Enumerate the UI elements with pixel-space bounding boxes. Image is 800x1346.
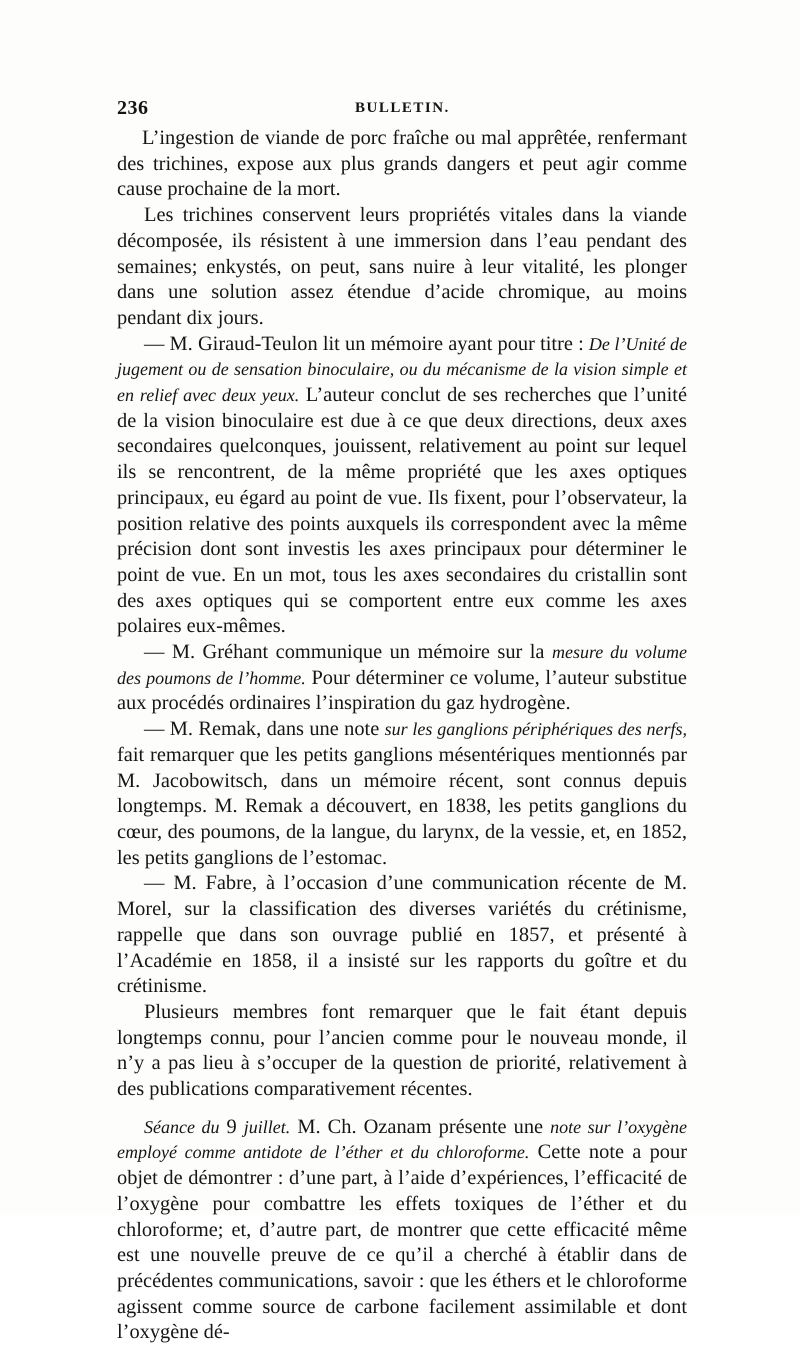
paragraph-text: fait remarquer que les petits ganglions mésentériques mentionnés par M. Jacobowitsch, dans un mémoire récent, sont connus depuis longtemps. M. Remak a découvert, en 1838, les petits ganglions du cœur, des poumons, de la langue, du larynx, de la vessie, et, en 1852, les petits ganglions de l’estomac.: [117, 743, 687, 869]
paragraph-fabre: [117, 871, 687, 1000]
paragraph-trichines-ingestion: [117, 126, 687, 203]
page-number: 236: [117, 97, 149, 119]
session-label: Séance du: [144, 1116, 220, 1137]
paragraph-text: M. Ch. Ozanam présente une: [290, 1115, 551, 1138]
paragraph-text: — M. Gréhant communique un mémoire sur la: [144, 641, 552, 664]
note-title: sur les ganglions périphériques des nerfs,: [384, 719, 688, 740]
paragraph-text: Plusieurs membres font remarquer que le fait étant depuis longtemps connu, pour l’ancien comme pour le nouveau monde, il n’y a pas lieu à s’occuper de la question de priorité, relativement à des publications comparativement récentes.: [117, 1000, 687, 1101]
note-title: note sur l’oxygène employé comme antidote de l’éther et du chloroforme.: [117, 1116, 688, 1163]
paragraph-text: — M. Giraud-Teulon lit un mémoire ayant pour titre :: [144, 332, 589, 355]
memoir-title: mesure du volume des poumons de l’homme.: [117, 642, 687, 688]
paragraph-text: L’auteur conclut de ses recherches que l’unité de la vision binoculaire est due à ce que deux directions, deux axes secondaires quelconques, jouissent, relativement au point sur lequel ils se rencontrent, de la même propriété que les axes optiques principaux, eu égard au point de vue. Ils fixent, pour l’observateur, la position relative des points auxquels ils correspondent avec la même précision dont sont investis les axes principaux pour déterminer le point de vue. En un mot, tous les axes secondaires du cristallin sont des axes optiques qui se comportent entre eux comme les axes polaires eux-mêmes.: [117, 384, 687, 638]
paragraph-remak: [117, 717, 687, 871]
paragraph-text: Pour déterminer ce volume, l’auteur substitue aux procédés ordinaires l’inspiration du gaz hydrogène.: [117, 666, 687, 715]
paragraph-text: — M. Fabre, à l’occasion d’une communication récente de M. Morel, sur la classification des diverses variétés du crétinisme, rappelle que dans son ouvrage publié en 1857, et présenté à l’Académie en 1858, il a insisté sur les rapports du goître et du crétinisme.: [117, 872, 687, 998]
paragraph-text: L’ingestion de viande de porc fraîche ou mal apprêtée, renfermant des trichines, expose aux plus grands dangers et peut agir comme cause prochaine de la mort.: [117, 127, 687, 201]
memoir-title: De l’Unité de jugement ou de sensation binoculaire, ou du mécanisme de la vision simple et en relief avec deux yeux.: [117, 333, 688, 406]
running-head: BULLETIN.: [355, 100, 450, 116]
body-text: [117, 126, 687, 1346]
paragraph-priority: [117, 1000, 687, 1103]
paragraph-trichines-properties: [117, 203, 687, 332]
session-date: 9: [219, 1115, 244, 1138]
paragraph-seance-9-juillet: [117, 1115, 687, 1346]
paragraph-grehant: [117, 640, 687, 717]
session-month: juillet.: [243, 1116, 291, 1137]
paragraph-text: Les trichines conservent leurs propriétés vitales dans la viande décomposée, ils résistent à une immersion dans l’eau pendant des semaines; enkystés, on peut, sans nuire à leur vitalité, les plonger dans une solution assez étendue d’acide chromique, au moins pendant dix jours.: [117, 204, 687, 329]
paragraph-text: — M. Remak, dans une note: [144, 718, 385, 741]
paragraph-text: Cette note a pour objet de démontrer : d’une part, à l’aide d’expériences, l’efficacité de l’oxygène pour combattre les effets toxiques de l’éther et du chloroforme; et, d’autre part, de montrer que cette efficacité même est une nouvelle preuve de ce qu’il a cherché à établir dans de précédentes communications, savoir : que les éthers et le chloroforme agissent comme source de carbone facilement assimilable et dont l’oxygène dé-: [117, 1141, 687, 1344]
page-header: [117, 97, 687, 121]
paragraph-giraud-teulon: [117, 332, 687, 640]
